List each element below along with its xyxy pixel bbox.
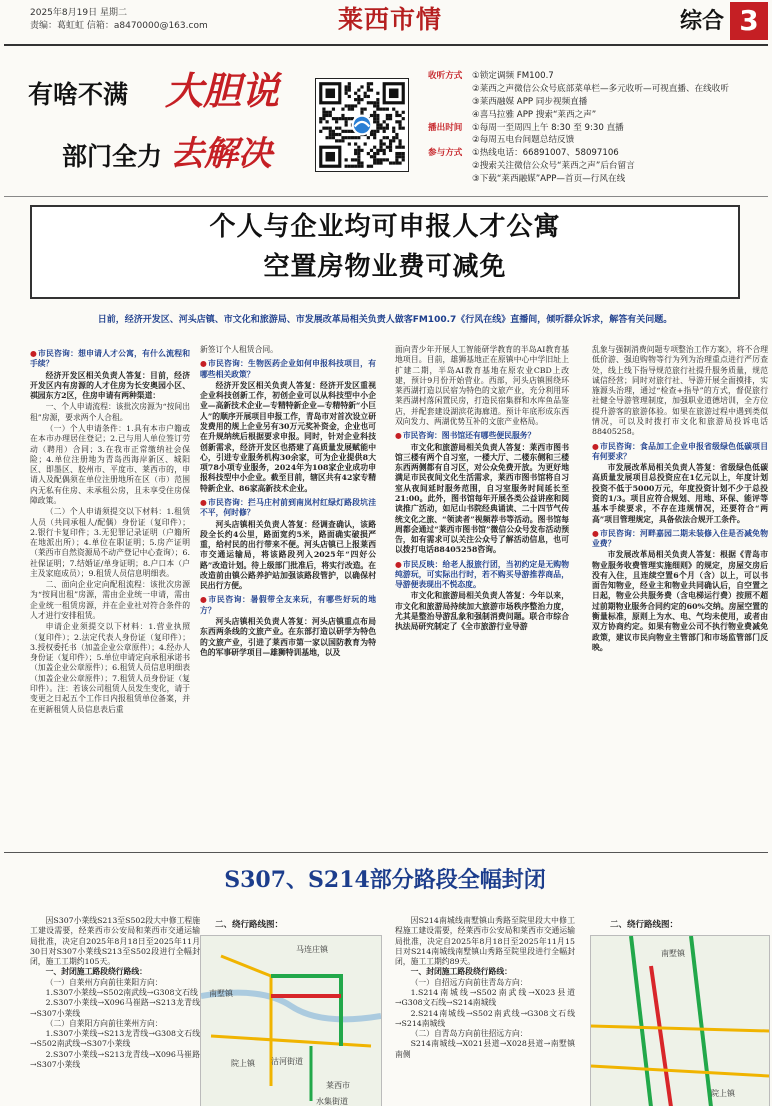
- headline: 个人与企业均可申报人才公寓: [209, 212, 561, 242]
- map1-place: 沽河街道: [271, 1057, 303, 1066]
- answer-paragraph: 河头店镇相关负责人答复：经调查确认，该路段全长约4公里，路面宽约5米，路面确实破损严重，给村民的出行带来不便。河头店镇已上报莱西市交通运输局，将该路段列入2025年“四好公路”改造计划。待上级部门批准后，将实行改造。在改造前由镇公路养护站加强该路段管护，以确保村民出行方便。: [200, 519, 376, 591]
- map1-place: 院上镇: [231, 1059, 255, 1068]
- answer-paragraph: 一、封闭施工路段绕行路线：: [410, 967, 512, 977]
- slogan-1a: 有啥不满: [28, 80, 129, 109]
- body-paragraph: 1.S307小莱线→S213龙青线→G308文石线→S502南武线→S307小莱线: [30, 1029, 200, 1049]
- time-item: ①每周一至周四上午 8:30 至 9:30 直播: [472, 122, 624, 133]
- article-column-2: [200, 345, 376, 842]
- slogan-2a: 部门全力: [62, 142, 163, 171]
- body-paragraph: （一）自招远方向前往青岛方向：: [410, 977, 528, 987]
- answer-paragraph: 市发展改革局相关负责人答复：根据《青岛市物业服务收费管理实施细则》的规定，房屋交房后没有入住，且连续空置6个月（含）以上，可以书面告知物业，经业主和物业共同确认后，自空置之日起，物业公共服务费（含电梯运行费）按照不超过前期物业服务合同约定的60%交纳。房屋空置的衡量标准，原则上为水、电、气均未使用，或者由双方协商约定。如果有物业公司不执行物业费减免政策，建议市民向物业主管部门和市场监管部门反映。: [592, 550, 768, 652]
- qr-code-icon[interactable]: [315, 78, 409, 172]
- header-meta: [30, 7, 208, 33]
- question-heading: ● 市民咨询：河畔嘉园二期未装修入住是否减免物业费？: [592, 529, 768, 550]
- page-number: 3: [730, 2, 768, 40]
- listen-label: 收听方式: [428, 71, 463, 81]
- slogan-2b: 去解决: [170, 134, 272, 174]
- map1-label: 二、绕行路线图：: [215, 920, 284, 930]
- body-paragraph: （二）自青岛方向前往招远方向：: [410, 1029, 528, 1039]
- join-item: ①热线电话：66891007、58097106: [472, 148, 619, 159]
- answer-paragraph: 市发展改革局相关负责人答复：省级绿色低碳高质量发展项目总投资应在1亿元以上，年度计划投资不低于5000万元，年度投资计划不少于总投资的1/3。项目应符合规划、用地、环保、能评等基本手续要求，不存在违规情况，还要符合“两高”项目管理规定，具备依法合规开工条件。: [592, 463, 768, 524]
- body-paragraph: 一、个人申请流程：该批次房源为“按间出租”房源，要求两个人合租。: [30, 402, 190, 422]
- header-rule: [4, 44, 768, 46]
- body-paragraph: 因S307小莱线S213至S502段大中修工程施工建设需要，经莱西市公安局和莱西市交通运输局批准，决定自2025年8月18日至2025年11月30日对S307小莱线S213至S502段进行全幅封闭，施工工期约105天。: [30, 916, 200, 967]
- question-heading: ● 市民反映：给老人报旅行团，当初约定是无购物纯游玩，可实际出行时，若不购买导游推荐商品，导游便表现出不悦态度。: [395, 560, 569, 591]
- body-paragraph: 二、面向企业定向配租流程：该批次房源为“按间出租”房源，需由企业统一申请，需由企业统一租赁房源，并在企业社对符合条件的人才进行安排租赁。: [30, 580, 190, 621]
- article-column-3: [395, 345, 569, 842]
- story2-column-2: [395, 916, 575, 1106]
- body-paragraph: 申请企业须提交以下材料：1.营业执照（复印件）；2.法定代表人身份证（复印件）；3.授权委托书（加盖企业公章原件）；4.经办人身份证（复印件）；5.单位申请定向承租承诺书（加盖企业公章原件）；6.租赁人员信息明细表（加盖企业公章原件）；7.租赁人员身份证（复印件）。注：若该公司租赁人员发生变化，请于变更之日起五个工作日内报租赁单位备案，并在更新租赁人员信息表后重: [30, 622, 190, 714]
- question-heading: ● 市民咨询：图书馆还有哪些便民服务？: [395, 431, 569, 441]
- join-item: ③下载“莱西融媒”APP—首页—行风在线: [472, 174, 626, 185]
- program-info: [428, 70, 768, 186]
- map-1-graphic: [201, 936, 381, 1106]
- listen-item: ④喜马拉雅 APP 搜索“莱西之声”: [472, 109, 597, 120]
- body-paragraph: 1.S214南城线→S502南武线→X023县道→G308文石线→S214南城线: [395, 987, 575, 1008]
- slogan-1b: 大胆说: [165, 68, 280, 113]
- listen-item: ①锁定调频 FM100.7: [472, 71, 554, 81]
- body-paragraph: （二）自莱阳方向前往莱州方向：: [45, 1018, 163, 1028]
- map1-place: 马连庄镇: [296, 945, 328, 954]
- body-paragraph: 乱象与强制消费问题专项整治工作方案》，将不合理低价游、强迫购物等行为列为治理重点进行严厉查处，线上线下指导规范旅行社提升服务质量，规范诚信经营；同时对旅行社、导游开展全面摸排，实施源头治理，通过“检查+指导”的方式，督促旅行社健全导游管理制度，加强职业道德培训，全方位提升游客的旅游体验。如果在旅游过程中遇到类似情况，可以及时拨打市文化和旅游局投诉电话88405258。: [592, 345, 768, 437]
- question-heading: ● 市民咨询：暑假带全友来玩，有哪些好玩的地方？: [200, 595, 376, 616]
- answer-paragraph: 市文化和旅游局相关负责人答复：莱西市图书馆三楼有两个自习室，一楼大厅、二楼东侧和三楼东西两侧都有自习区，对公众免费开放。为更好地满足市民夜间文化生活需求，莱西市图书馆将自习室从夜间延时服务范围，自习室服务时间延长至21:00。此外，图书馆每年开展各类公益讲座和阅读推广活动，如尼山书院经典诵读、二十四节气传统文化之旅、“领读者”视频荐书等活动。图书馆每周都会通过“莱西市图书馆”微信公众号发布活动预告，如有需求可以关注公众号了解活动信息，也可以拨打电话88405258咨询。: [395, 442, 569, 555]
- detour-map-2[interactable]: [590, 935, 770, 1106]
- answer-paragraph: 一、封闭施工路段绕行路线：: [45, 967, 147, 977]
- map-2-graphic: [591, 936, 769, 1106]
- time-label: 播出时间: [428, 122, 463, 133]
- map2-place: 院上镇: [711, 1089, 735, 1098]
- body-paragraph: 因S214南城线南墅镇山秀路至院里段大中修工程施工建设需要，经莱西市公安局和莱西市交通运输局批准，决定自2025年8月18日至2025年11月15日对S214南城线南墅镇山秀路至院里段进行全幅封闭，施工工期约89天。: [395, 916, 575, 967]
- body-paragraph: 1.S307小莱线→S502南武线→G308文石线: [45, 987, 198, 997]
- body-paragraph: S214南城线→X021县道→X028县道→南墅镇南侧: [395, 1039, 575, 1059]
- article-lede: 日前，经济开发区、河头店镇、市文化和旅游局、市发展改革局相关负责人做客FM100.7《行风在线》直播间，倾听群众诉求，解答有关问题。: [97, 315, 673, 325]
- question-heading: ● 市民咨询：生物医药企业如何申报科技项目，有哪些相关政策？: [200, 359, 376, 380]
- body-paragraph: （一）个人申请条件：1.具有本市户籍或在本市办理居住登记；2.已与用人单位签订劳动（聘用）合同；3.在我市正常缴纳社会保险；4.单位注册地为青岛西海岸新区、城阳区、即墨区、胶州市、平度市、莱西市的，申请人及配偶须在单位注册地所在区（市）范围内无私有住房、未承租公房，且未享受住房保障政策。: [30, 423, 190, 505]
- article-column-1: [30, 345, 190, 842]
- subheadline: 空置房物业费可减免: [263, 252, 507, 282]
- time-item: ②每周五电台间题总结反馈: [472, 135, 575, 146]
- masthead: 莱西市情: [337, 5, 442, 34]
- map1-place: 莱西市: [326, 1081, 350, 1090]
- story2-headline: S307、S214部分路段全幅封闭: [224, 867, 546, 893]
- listen-item: ②莱西之声微信公众号底部菜单栏—多元收听—可视直播、在线收听: [472, 83, 729, 94]
- map1-place: 南墅镇: [209, 989, 233, 998]
- issue-date: 2025年8月19日 星期二: [30, 8, 127, 18]
- section-name: 综合: [679, 9, 724, 34]
- story2-column-1: [30, 916, 200, 1106]
- body-paragraph: 新签订个人租赁合同。: [200, 345, 278, 354]
- article-column-4: [592, 345, 768, 842]
- body-paragraph: （二）个人申请须提交以下材料：1.租赁人员（共同承租人/配偶）身份证（复印件）；2.银行卡复印件；3.无犯罪记录证明（户籍所在地派出所）；4.单位在职证明；5.房产证明（莱西市自然资源局不动产登记中心查询）；6.社保证明；7.结婚证/单身证明；8.户口本（户主及家庭成员）；9.租赁人员信息明细表。: [30, 507, 190, 578]
- body-paragraph: 2.S214南城线→S502南武线→G308文石线→S214南城线: [395, 1008, 575, 1028]
- story-divider: [4, 852, 768, 853]
- map1-place: 水集街道: [316, 1097, 348, 1106]
- answer-paragraph: 经济开发区相关负责人答复：目前，经济开发区内有房源的人才住房为长安奥园小区、祺园东方2区，住房申请有两种渠道：: [30, 370, 190, 401]
- map2-place: 南墅镇: [661, 949, 685, 958]
- question-heading: ● 市民咨询：想申请人才公寓，有什么流程和手续？: [30, 349, 190, 370]
- join-item: ②搜索关注微信公众号“莱西之声”后台留言: [472, 161, 635, 172]
- body-paragraph: （一）自莱州方向前往莱阳方向：: [45, 977, 163, 987]
- body-paragraph: 2.S307小莱线→X096马崔路→S213龙青线→S307小莱线: [30, 998, 200, 1018]
- map2-label: 二、绕行路线图：: [610, 920, 679, 930]
- join-label: 参与方式: [428, 148, 463, 159]
- answer-paragraph: 经济开发区相关负责人答复：经济开发区重视企业科技创新工作，初创企业可以从科技型中小企业—高新技术企业—专精特新企业—专精特新“小巨人”的顺序开展项目申报工作，青岛市对首次设立研发费用的规上企业另有30万元奖补资金，企业也可在升规纳统后根据要求申报。同时，针对企业科技创新需求，经济开发区也搭建了高质量发展赋能中心，引进专业服务机构30余家，可为企业提供8大项78小项专业服务，2024年为108家企业成功申报科技型中小企业。截至目前，辖区共有42家专精特新企业、86家高新技术企业。: [200, 380, 376, 493]
- banner-rule: [4, 196, 768, 197]
- body-paragraph: 面向青少年开展人工智能研学教育的半岛AI教育基地项目。目前，雄狮基地正在原镇中心中学旧址上扩建二期，半岛AI教育基地在原农业CBD上改建，预计9月份开始营业。西部，河头店镇围绕环莱西湖打造以民宿为特色的文旅产业，充分利用环莱西湖村落闲置民房，打造民宿集群和水库鱼品鉴店，并配套建设湖滨花海廊道。预计年底形成东西双向发力、两湖优势互补的文旅产业格局。: [395, 345, 569, 426]
- question-heading: ● 市民咨询：拦马庄村前到南岚村红绿灯路段坑洼不平，何时修？: [200, 498, 376, 519]
- answer-paragraph: 河头店镇相关负责人答复：河头店镇重点布局东西两条线的文旅产业。在东部打造以研学为特色的文旅产业，引进了莱西市第一家以国防教育为特色的军事研学项目—雄狮特训基地，以及: [200, 617, 376, 657]
- answer-paragraph: 市文化和旅游局相关负责人答复：今年以来，市文化和旅游局持续加大旅游市场秩序整治力度，尤其是整治导游乱象和强制消费问题。联合市综合执法局研究制定了《全市旅游行业导游: [395, 591, 569, 632]
- question-heading: ● 市民咨询：食品加工企业申报省级绿色低碳项目有何要求？: [592, 442, 768, 463]
- body-paragraph: 2.S307小莱线→S213龙青线→X096马崔路→S307小莱线: [30, 1049, 200, 1069]
- detour-map-1[interactable]: [200, 935, 382, 1106]
- editor-line: 责编：葛虹虹 信箱：a8470000@163.com: [30, 21, 208, 32]
- listen-item: ③莱西融媒 APP 同步视频直播: [472, 96, 588, 107]
